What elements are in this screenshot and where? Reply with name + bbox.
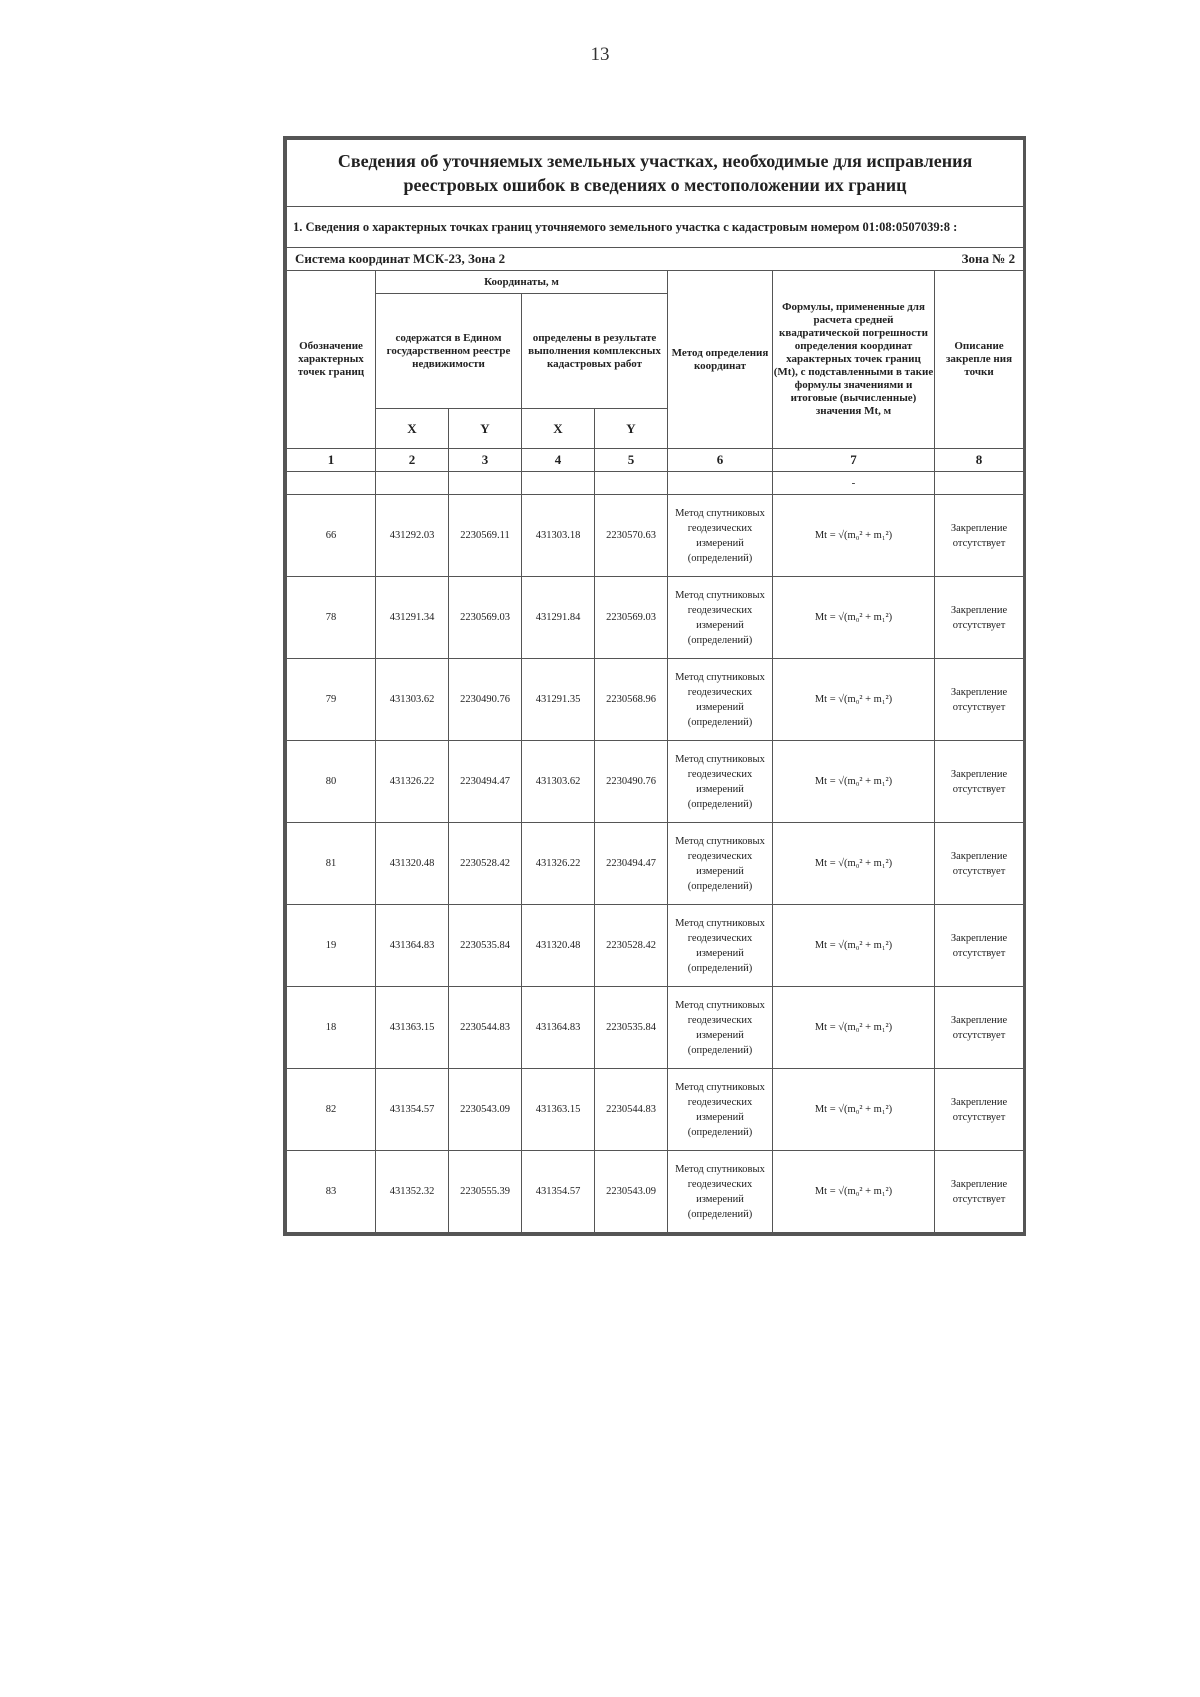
fixing-cell: Закрепление отсутствует (935, 741, 1024, 823)
table-row (287, 905, 1024, 987)
page-number: 13 (590, 44, 610, 65)
table-row (287, 823, 1024, 905)
point-cell: 18 (287, 987, 376, 1069)
point-cell: 19 (287, 905, 376, 987)
table-row (287, 495, 1024, 577)
formula-cell: Mt = √(m₀² + m₁²) (773, 577, 935, 659)
point-cell: 80 (287, 741, 376, 823)
x-egrn-cell: 431326.22 (376, 741, 449, 823)
method-cell: Метод спутниковых геодезических измерений (определений) (668, 823, 773, 905)
header-egrn-coords: содержатся в Едином государственном реестре недвижимости (376, 294, 522, 409)
x-result-cell: 431291.35 (522, 659, 595, 741)
y-egrn-cell: 2230544.83 (449, 987, 522, 1069)
formula-cell: Mt = √(m₀² + m₁²) (773, 905, 935, 987)
zone-label: Зона № 2 (961, 251, 1016, 266)
header-y-egrn: Y (449, 409, 522, 449)
y-egrn-cell: 2230569.11 (449, 495, 522, 577)
table-row (287, 659, 1024, 741)
x-egrn-cell: 431292.03 (376, 495, 449, 577)
fixing-cell: Закрепление отсутствует (935, 1069, 1024, 1151)
y-egrn-cell: 2230555.39 (449, 1151, 522, 1233)
header-method: Метод определения координат (668, 271, 773, 449)
x-egrn-cell: 431354.57 (376, 1069, 449, 1151)
x-result-cell: 431354.57 (522, 1151, 595, 1233)
x-result-cell: 431364.83 (522, 987, 595, 1069)
formula-cell: Mt = √(m₀² + m₁²) (773, 1151, 935, 1233)
y-result-cell: 2230535.84 (595, 987, 668, 1069)
fixing-cell: Закрепление отсутствует (935, 659, 1024, 741)
section-title: 1. Сведения о характерных точках границ уточняемого земельного участка с кадастровым номером 01:08:0507039:8 : (287, 207, 1024, 248)
formula-cell: Mt = √(m₀² + m₁²) (773, 495, 935, 577)
column-number: 4 (522, 449, 595, 472)
x-result-cell: 431320.48 (522, 905, 595, 987)
point-cell: 79 (287, 659, 376, 741)
formula-cell: Mt = √(m₀² + m₁²) (773, 1069, 935, 1151)
formula-cell: Mt = √(m₀² + m₁²) (773, 823, 935, 905)
x-egrn-cell: 431291.34 (376, 577, 449, 659)
header-formulas: Формулы, примененные для расчета средней квадратической погрешности определения координат характерных точек границ (Mt), с подставленными в такие формулы значениями и итоговые (вычисленные) значения Mt, м (773, 271, 935, 449)
x-egrn-cell: 431352.32 (376, 1151, 449, 1233)
column-number: 5 (595, 449, 668, 472)
fixing-cell: Закрепление отсутствует (935, 823, 1024, 905)
table-row (287, 1069, 1024, 1151)
fixing-cell: Закрепление отсутствует (935, 577, 1024, 659)
point-cell: 82 (287, 1069, 376, 1151)
header-result-coords: определены в результате выполнения комплексных кадастровых работ (522, 294, 668, 409)
method-cell: Метод спутниковых геодезических измерений (определений) (668, 659, 773, 741)
table-row (287, 1151, 1024, 1233)
method-cell: Метод спутниковых геодезических измерений (определений) (668, 741, 773, 823)
x-egrn-cell: 431303.62 (376, 659, 449, 741)
method-cell: Метод спутниковых геодезических измерений (определений) (668, 577, 773, 659)
table-row (287, 987, 1024, 1069)
y-result-cell: 2230570.63 (595, 495, 668, 577)
point-cell: 81 (287, 823, 376, 905)
y-egrn-cell: 2230528.42 (449, 823, 522, 905)
y-egrn-cell: 2230543.09 (449, 1069, 522, 1151)
column-number: 6 (668, 449, 773, 472)
x-egrn-cell: 431363.15 (376, 987, 449, 1069)
formula-cell: Mt = √(m₀² + m₁²) (773, 659, 935, 741)
header-y-result: Y (595, 409, 668, 449)
point-cell: 83 (287, 1151, 376, 1233)
method-cell: Метод спутниковых геодезических измерений (определений) (668, 987, 773, 1069)
header-coordinates: Координаты, м (376, 271, 668, 294)
y-result-cell: 2230490.76 (595, 741, 668, 823)
x-result-cell: 431303.18 (522, 495, 595, 577)
blank-row (287, 472, 1024, 495)
fixing-cell: Закрепление отсутствует (935, 987, 1024, 1069)
point-cell: 78 (287, 577, 376, 659)
x-result-cell: 431326.22 (522, 823, 595, 905)
y-result-cell: 2230543.09 (595, 1151, 668, 1233)
table-row (287, 741, 1024, 823)
y-result-cell: 2230568.96 (595, 659, 668, 741)
y-result-cell: 2230544.83 (595, 1069, 668, 1151)
method-cell: Метод спутниковых геодезических измерений (определений) (668, 1069, 773, 1151)
y-egrn-cell: 2230569.03 (449, 577, 522, 659)
y-egrn-cell: 2230494.47 (449, 741, 522, 823)
column-number: 1 (287, 449, 376, 472)
formula-cell: Mt = √(m₀² + m₁²) (773, 741, 935, 823)
column-number: 2 (376, 449, 449, 472)
y-egrn-cell: 2230535.84 (449, 905, 522, 987)
column-number-row (287, 449, 1024, 472)
header-point: Обозначение характерных точек границ (287, 271, 376, 449)
y-egrn-cell: 2230490.76 (449, 659, 522, 741)
y-result-cell: 2230569.03 (595, 577, 668, 659)
formula-cell: Mt = √(m₀² + m₁²) (773, 987, 935, 1069)
header-fixing: Описание закрепле ния точки (935, 271, 1024, 449)
boundary-points-document (283, 136, 1026, 1236)
header-x-result: X (522, 409, 595, 449)
x-egrn-cell: 431364.83 (376, 905, 449, 987)
coordinate-system-row (287, 248, 1024, 271)
x-egrn-cell: 431320.48 (376, 823, 449, 905)
point-cell: 66 (287, 495, 376, 577)
x-result-cell: 431363.15 (522, 1069, 595, 1151)
header-x-egrn: X (376, 409, 449, 449)
fixing-cell: Закрепление отсутствует (935, 1151, 1024, 1233)
method-cell: Метод спутниковых геодезических измерений (определений) (668, 1151, 773, 1233)
method-cell: Метод спутниковых геодезических измерений (определений) (668, 495, 773, 577)
boundary-points-table (286, 139, 1024, 1233)
table-row (287, 577, 1024, 659)
document-title: Сведения об уточняемых земельных участках, необходимые для исправления реестровых ошибок в сведениях о местоположении их границ (287, 140, 1024, 207)
y-result-cell: 2230494.47 (595, 823, 668, 905)
column-number: 7 (773, 449, 935, 472)
method-cell: Метод спутниковых геодезических измерений (определений) (668, 905, 773, 987)
column-number: 3 (449, 449, 522, 472)
x-result-cell: 431291.84 (522, 577, 595, 659)
x-result-cell: 431303.62 (522, 741, 595, 823)
y-result-cell: 2230528.42 (595, 905, 668, 987)
column-number: 8 (935, 449, 1024, 472)
fixing-cell: Закрепление отсутствует (935, 495, 1024, 577)
blank-row-dash: - (773, 472, 935, 495)
fixing-cell: Закрепление отсутствует (935, 905, 1024, 987)
coordinate-system: Система координат МСК-23, Зона 2 (295, 251, 506, 266)
